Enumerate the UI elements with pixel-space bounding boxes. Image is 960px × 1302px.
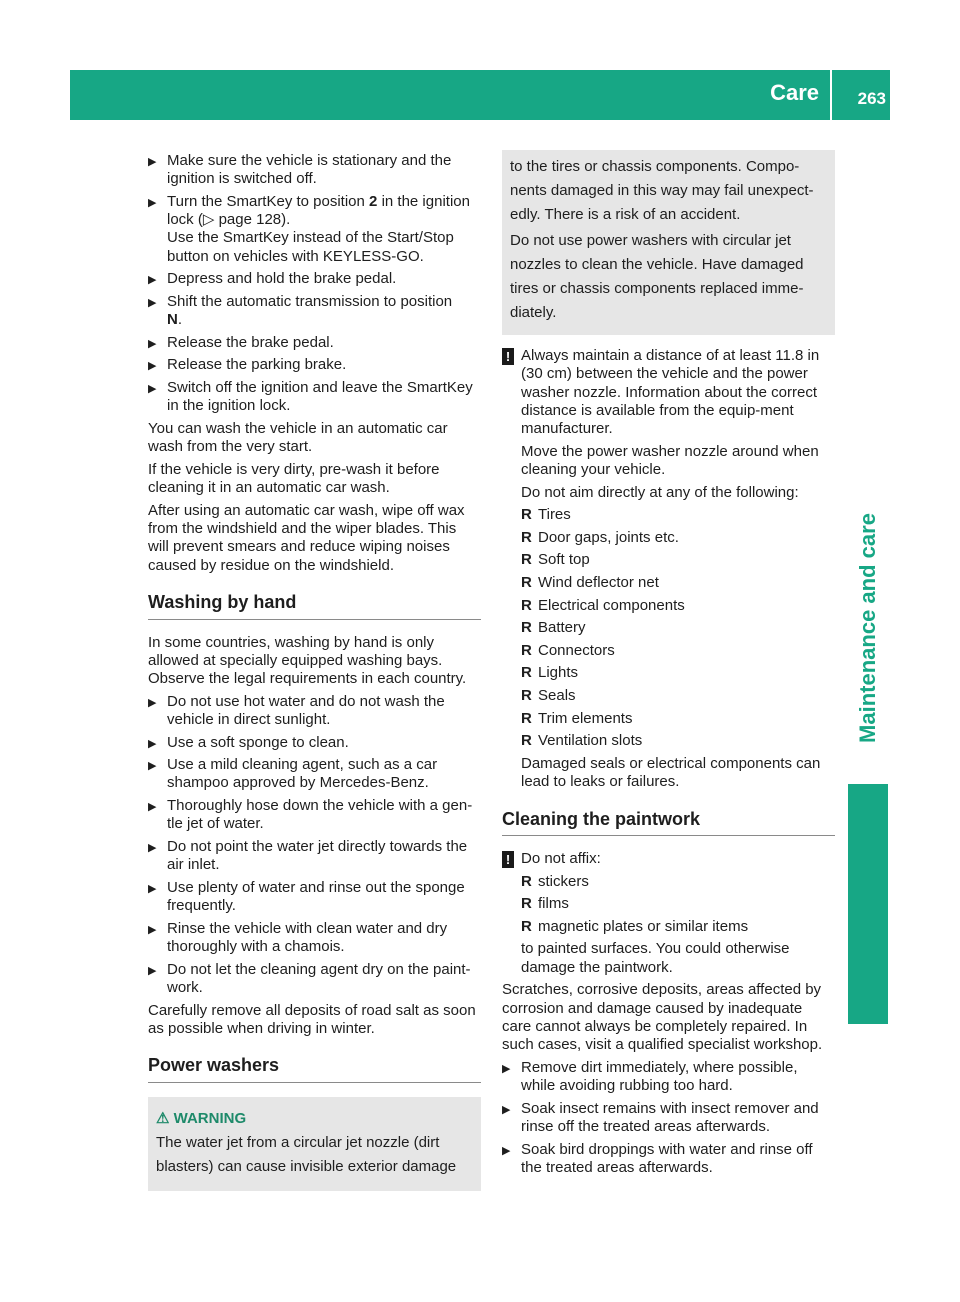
right-column [502, 150, 835, 1181]
warning-box [148, 1097, 481, 1191]
warning-header: ⚠ WARNING [156, 1109, 247, 1127]
list-item: R Battery [521, 619, 586, 637]
bullet-icon: R [521, 619, 532, 637]
side-tab [848, 478, 888, 778]
bullet-icon: R [521, 687, 532, 705]
list-item: ▶ Soak insect remains with insect remover and rinse off the treated areas afterwards. [502, 1099, 819, 1135]
list-item: R Wind deflector net [521, 574, 659, 592]
list-item: ▶ Remove dirt immediately, where possible, while avoiding rubbing too hard. [502, 1058, 798, 1095]
arrow-right-icon: ▶ [148, 296, 157, 309]
arrow-right-icon: ▶ [148, 964, 157, 977]
list-item: ▶ Turn the SmartKey to position 2 in the ignition lock (▷ page 128). Use the SmartKey instead of the Start/Stop button on vehicles with KEYLESS-GO. [148, 192, 470, 265]
paragraph: In some countries, washing by hand is only allowed at specially equipped washing bays. Observe the legal requirements in each country. [148, 633, 467, 688]
list-item: ▶ Do not point the water jet directly towards the air inlet. [148, 837, 468, 874]
list-item: R films [521, 895, 569, 913]
paragraph: Scratches, corrosive deposits, areas affected by corrosion and damage caused by inadequate care cannot always be completely repaired. In such cases, visit a qualified specialist workshop. [502, 981, 823, 1054]
arrow-right-icon: ▶ [502, 1062, 511, 1075]
list-item: ▶ Use a soft sponge to clean. [148, 734, 481, 752]
paragraph: After using an automatic car wash, wipe off wax from the windshield and the wiper blades. This will prevent smears and reduce wiping noises caused by residue on the windshield. [148, 501, 465, 574]
side-color-block [848, 784, 888, 1024]
page-header [70, 70, 890, 120]
list-item: ▶ Use a mild cleaning agent, such as a car shampoo approved by Mercedes-Benz. [148, 756, 438, 792]
bullet-icon: R [521, 709, 532, 727]
list-item: ▶ Release the parking brake. [148, 356, 481, 374]
arrow-right-icon: ▶ [148, 737, 157, 750]
list-item: R Ventilation slots [521, 732, 643, 750]
list-item: ▶ Depress and hold the brake pedal. [148, 270, 481, 288]
list-item: R Door gaps, joints etc. [521, 528, 679, 546]
list-item: R Seals [521, 687, 576, 705]
list-item: ▶ Shift the automatic transmission to position N. [148, 292, 453, 329]
list-item: ▶ Do not use hot water and do not wash the vehicle in direct sunlight. [148, 692, 445, 728]
arrow-right-icon: ▶ [148, 337, 157, 350]
bullet-icon: R [521, 574, 532, 592]
list-item: ▶ Soak bird droppings with water and rinse off the treated areas afterwards. [502, 1140, 813, 1176]
page-number: 263 [857, 89, 886, 108]
bullet-icon: R [521, 641, 532, 659]
bullet-icon: R [521, 872, 532, 890]
bullet-icon: R [521, 732, 532, 750]
note-icon: ! [502, 348, 514, 365]
arrow-right-icon: ▶ [148, 360, 157, 373]
warning-text: The water jet from a circular jet nozzle (dirt blasters) can cause invisible exterior damage [156, 1133, 457, 1175]
heading-washing-by-hand: Washing by hand [148, 579, 481, 619]
left-column [148, 152, 481, 1191]
warning-text: Do not use power washers with circular jet nozzles to clean the vehicle. Have damaged tires or chassis components replaced imme-diately. [510, 232, 804, 321]
list-item: ▶ Thoroughly hose down the vehicle with a gen-tle jet of water. [148, 797, 473, 833]
list-item: R magnetic plates or similar items [521, 917, 749, 935]
list-item: R Trim elements [521, 709, 633, 727]
page-ref-link[interactable]: page 128). [218, 211, 291, 229]
arrow-right-icon: ▶ [148, 383, 157, 396]
arrow-right-icon: ▶ [148, 696, 157, 709]
paragraph: You can wash the vehicle in an automatic car wash from the very start. [148, 419, 448, 456]
list-item: ▶ Release the brake pedal. [148, 334, 481, 352]
arrow-right-icon: ▶ [148, 156, 157, 168]
section-title: Care [770, 80, 819, 105]
list-item: R Soft top [521, 551, 590, 569]
list-item: ▶ Switch off the ignition and leave the SmartKey in the ignition lock. [148, 379, 473, 415]
note-block: ! Do not affix: R stickers R films R magnetic plates or similar items to painted surfaces. You could otherwise damage the paintwork. [502, 850, 835, 977]
arrow-right-icon: ▶ [148, 923, 157, 936]
warning-box-continued [502, 150, 835, 335]
list-item: ▶ Do not let the cleaning agent dry on the paint-work. [148, 960, 471, 996]
arrow-right-icon: ▶ [148, 196, 157, 209]
position-2: 2 [369, 192, 378, 210]
list-item: ▶ Make sure the vehicle is stationary and the ignition is switched off. [148, 152, 452, 188]
paragraph: If the vehicle is very dirty, pre-wash it before cleaning it in an automatic car wash. [148, 460, 440, 497]
list-item: R stickers [521, 872, 589, 890]
warning-icon: ⚠ [156, 1109, 170, 1127]
arrow-right-icon: ▶ [148, 801, 157, 814]
arrow-right-icon: ▶ [148, 274, 157, 287]
arrow-right-icon: ▶ [502, 1103, 511, 1116]
list-item: ▶ Rinse the vehicle with clean water and dry thoroughly with a chamois. [148, 919, 448, 956]
side-tab-label: Maintenance and care [855, 513, 880, 743]
bullet-icon: R [521, 506, 532, 524]
note-block: ! Always maintain a distance of at least 11.8 in (30 cm) between the vehicle and the power washer nozzle. Information about the correct distance is available from the equip-ment manufacturer. Move the power washer nozzle around when cleaning your vehicle. Do not aim directly at any of the following: R Tires R Door gaps, joints etc. R Soft top R Wind deflector net R Electrical components R Battery R Connectors R Lights R Seals R Trim elements R Ventilation slots Damaged seals or electrical components can lead to leaks or failures. [502, 347, 835, 791]
heading-power-washers: Power washers [148, 1042, 481, 1082]
heading-cleaning-paintwork: Cleaning the paintwork [502, 796, 835, 836]
bullet-icon: R [521, 917, 532, 935]
arrow-right-icon: ▶ [148, 760, 157, 773]
bullet-icon: R [521, 596, 532, 614]
page-ref-icon: ▷ [202, 211, 215, 229]
list-item: R Connectors [521, 641, 615, 659]
note-icon: ! [502, 851, 514, 868]
list-item: R Electrical components [521, 596, 685, 614]
bullet-icon: R [521, 664, 532, 682]
bullet-icon: R [521, 551, 532, 569]
bullet-icon: R [521, 528, 532, 546]
arrow-right-icon: ▶ [502, 1144, 511, 1157]
arrow-right-icon: ▶ [148, 841, 157, 854]
list-item: R Lights [521, 664, 579, 682]
header-divider [830, 70, 832, 120]
bullet-icon: R [521, 895, 532, 913]
paragraph: Carefully remove all deposits of road salt as soon as possible when driving in winter. [148, 1001, 476, 1037]
list-item: R Tires [521, 506, 571, 524]
warning-text: to the tires or chassis components. Compo-nents damaged in this way may fail unexpect-edly. There is a risk of an accident. [510, 158, 814, 223]
arrow-right-icon: ▶ [148, 882, 157, 895]
position-n: N [167, 311, 178, 329]
list-item: ▶ Use plenty of water and rinse out the sponge frequently. [148, 878, 465, 915]
